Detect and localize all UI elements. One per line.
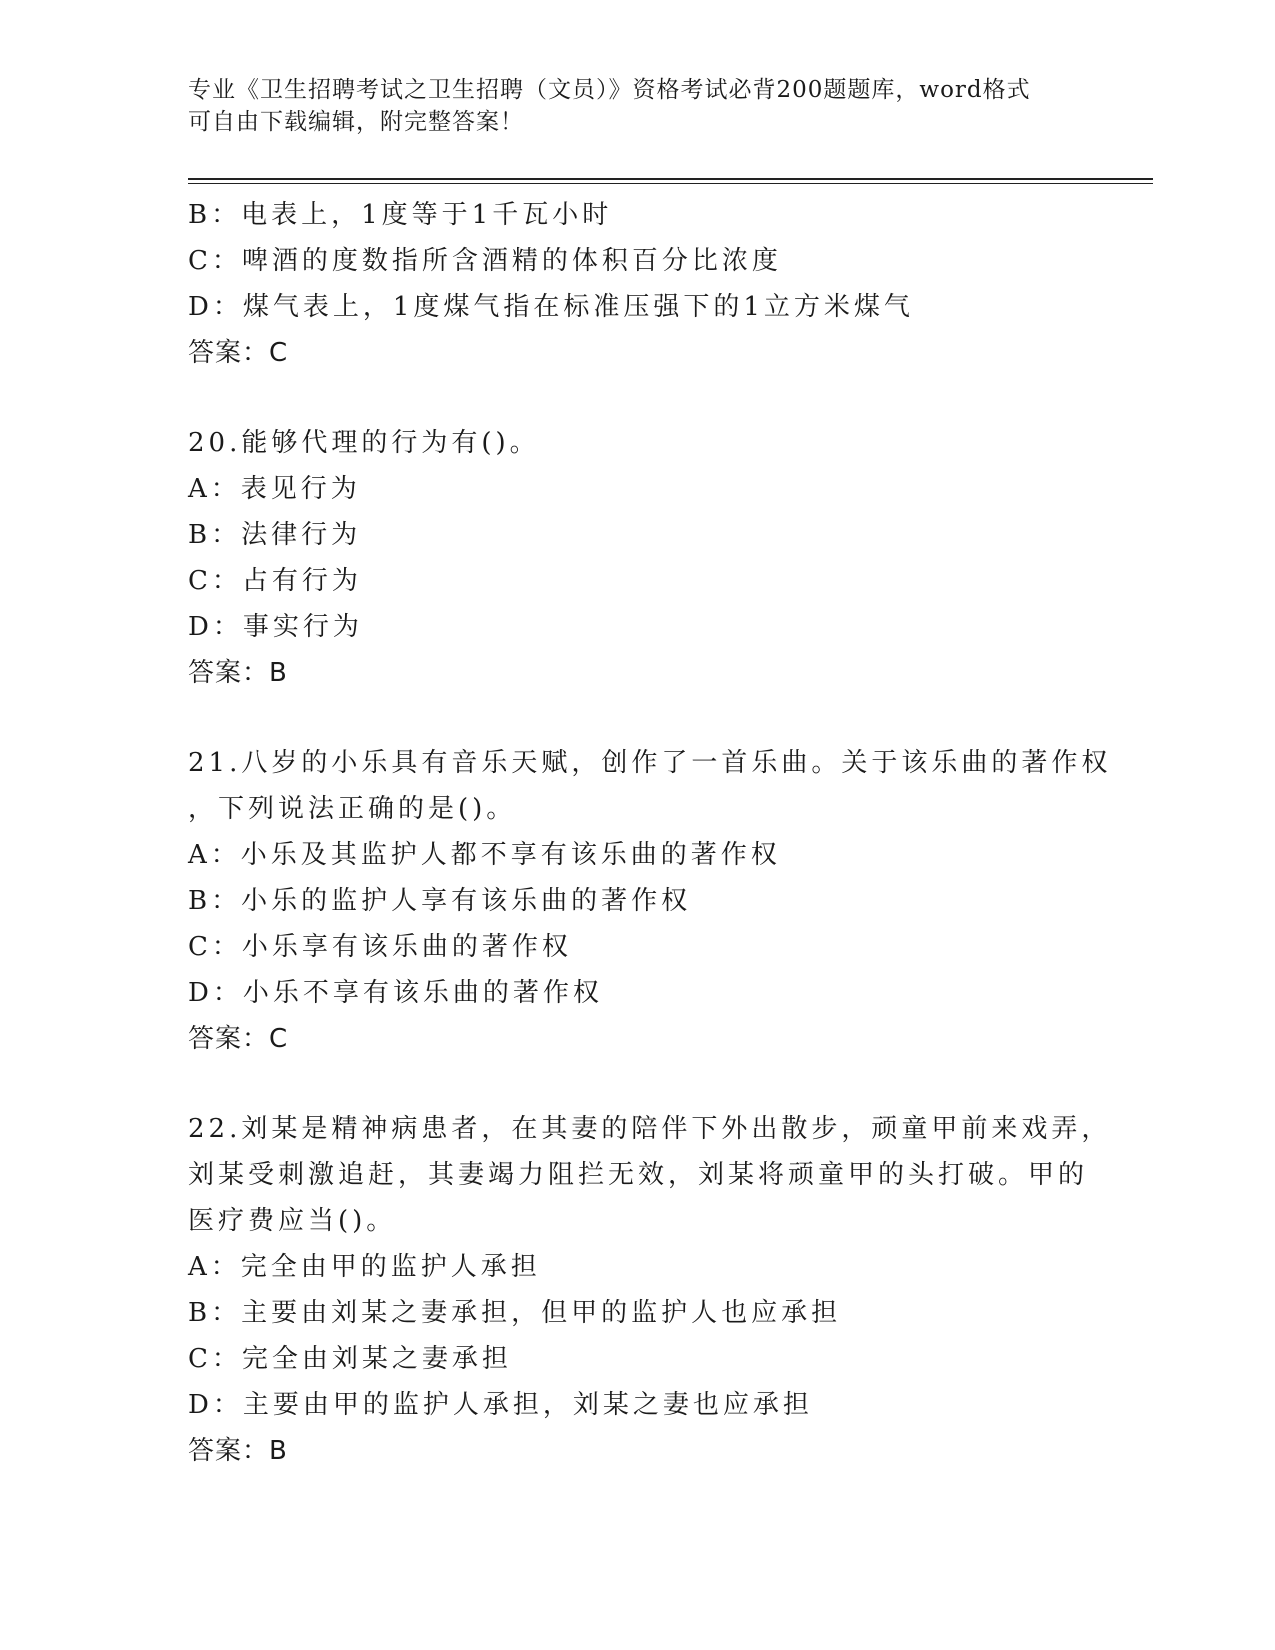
option-d: D：小乐不享有该乐曲的著作权 <box>188 978 603 1008</box>
option-b: B：电表上，1度等于1千瓦小时 <box>188 200 613 230</box>
option-b: B：小乐的监护人享有该乐曲的著作权 <box>188 886 692 916</box>
question-stem: 21.八岁的小乐具有音乐天赋，创作了一首乐曲。关于该乐曲的著作权 <box>188 748 1112 778</box>
question-22 <box>188 1106 1128 1474</box>
option-d: D：煤气表上，1度煤气指在标准压强下的1立方米煤气 <box>188 292 914 322</box>
option-a: A：小乐及其监护人都不享有该乐曲的著作权 <box>188 840 781 870</box>
option-a: A：表见行为 <box>188 474 361 504</box>
question-stem-continued: 刘某受刺激追赶，其妻竭力阻拦无效，刘某将顽童甲的头打破。甲的 <box>188 1160 1089 1190</box>
option-b: B：主要由刘某之妻承担，但甲的监护人也应承担 <box>188 1298 842 1328</box>
question-stem: 22.刘某是精神病患者，在其妻的陪伴下外出散步，顽童甲前来戏弄， <box>188 1114 1112 1144</box>
question-stem-continued: 医疗费应当()。 <box>188 1206 397 1236</box>
header-divider <box>188 178 1153 184</box>
option-c: C：啤酒的度数指所含酒精的体积百分比浓度 <box>188 246 782 276</box>
answer-line: 答案：C <box>188 1024 289 1054</box>
option-b: B：法律行为 <box>188 520 362 550</box>
option-c: C：占有行为 <box>188 566 362 596</box>
question-19-partial <box>188 192 1128 376</box>
question-stem: 20.能够代理的行为有()。 <box>188 428 540 458</box>
document-body <box>188 192 1128 1474</box>
option-c: C：小乐享有该乐曲的著作权 <box>188 932 572 962</box>
header-title-line-2: 可自由下载编辑，附完整答案！ <box>188 109 524 135</box>
answer-line: 答案：B <box>188 1436 288 1466</box>
option-d: D：主要由甲的监护人承担，刘某之妻也应承担 <box>188 1390 813 1420</box>
answer-line: 答案：B <box>188 658 288 688</box>
question-20 <box>188 420 1128 696</box>
question-21 <box>188 740 1128 1062</box>
document-header <box>188 74 1088 138</box>
option-a: A：完全由甲的监护人承担 <box>188 1252 541 1282</box>
option-c: C：完全由刘某之妻承担 <box>188 1344 512 1374</box>
answer-line: 答案：C <box>188 338 289 368</box>
question-stem-continued: ，下列说法正确的是()。 <box>188 794 517 824</box>
header-title-line-1: 专业《卫生招聘考试之卫生招聘（文员）》资格考试必背200题题库，word格式 <box>188 77 1031 103</box>
option-d: D：事实行为 <box>188 612 363 642</box>
